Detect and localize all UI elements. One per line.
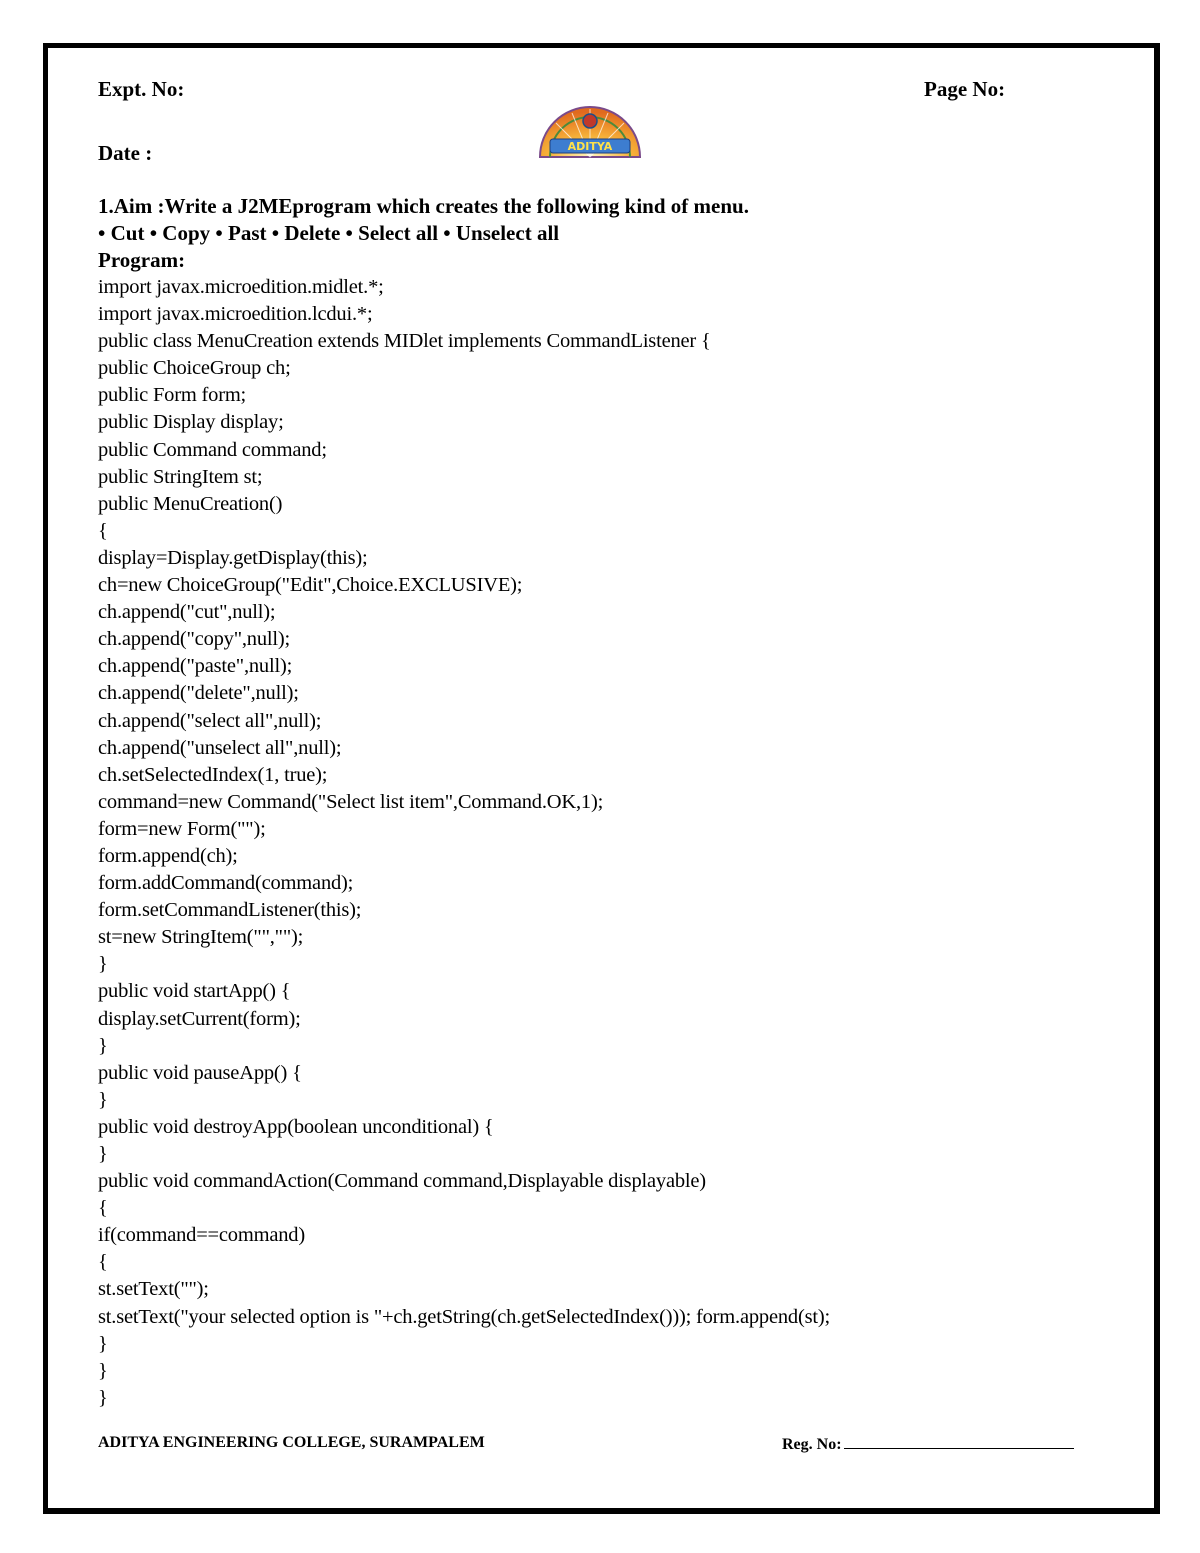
menu-items-list: • Cut • Copy • Past • Delete • Select all • Unselect all bbox=[98, 221, 560, 245]
code-line: { bbox=[98, 1251, 108, 1274]
code-line: ch.append("paste",null); bbox=[98, 655, 293, 678]
code-line: { bbox=[98, 519, 108, 542]
code-line: } bbox=[98, 953, 108, 976]
code-line: ch.append("cut",null); bbox=[98, 601, 276, 624]
code-line: st=new StringItem("",""); bbox=[98, 926, 304, 949]
document-body bbox=[98, 193, 1098, 1412]
reg-no-blank-line bbox=[844, 1434, 1074, 1449]
code-line: ch.append("copy",null); bbox=[98, 628, 291, 651]
date-label: Date : bbox=[98, 141, 153, 165]
code-line: public class MenuCreation extends MIDlet implements CommandListener { bbox=[98, 330, 711, 353]
code-line: ch.setSelectedIndex(1, true); bbox=[98, 763, 328, 786]
college-name: ADITYA ENGINEERING COLLEGE, SURAMPALEM bbox=[98, 1434, 485, 1451]
code-line: } bbox=[98, 1386, 108, 1409]
code-line: display=Display.getDisplay(this); bbox=[98, 546, 368, 569]
code-line: { bbox=[98, 1197, 108, 1220]
code-line: public void commandAction(Command command,Displayable displayable) bbox=[98, 1170, 706, 1193]
reg-no-label: Reg. No: bbox=[782, 1436, 842, 1453]
program-label: Program: bbox=[98, 248, 186, 272]
code-line: public MenuCreation() bbox=[98, 492, 283, 515]
code-line: ch.append("unselect all",null); bbox=[98, 736, 342, 759]
logo-text: ADITYA bbox=[567, 140, 613, 153]
code-line: st.setText(""); bbox=[98, 1278, 209, 1301]
code-line: public Display display; bbox=[98, 411, 284, 434]
code-line: public void startApp() { bbox=[98, 980, 291, 1003]
page-no-label: Page No: bbox=[924, 77, 1006, 101]
code-line: import javax.microedition.lcdui.*; bbox=[98, 303, 373, 326]
code-line: } bbox=[98, 1332, 108, 1355]
code-line: command=new Command("Select list item",Command.OK,1); bbox=[98, 790, 604, 813]
aim-statement: 1.Aim :Write a J2MEprogram which creates the following kind of menu. bbox=[98, 194, 749, 218]
code-line: st.setText("your selected option is "+ch.getString(ch.getSelectedIndex())); form.append(st); bbox=[98, 1305, 831, 1328]
college-logo bbox=[536, 101, 644, 159]
code-line: public Form form; bbox=[98, 384, 247, 407]
code-line: form.append(ch); bbox=[98, 844, 238, 867]
code-line: if(command==command) bbox=[98, 1224, 305, 1247]
code-line: form=new Form(""); bbox=[98, 817, 266, 840]
code-line: public ChoiceGroup ch; bbox=[98, 357, 291, 380]
code-line: } bbox=[98, 1034, 108, 1057]
program-code bbox=[98, 274, 1098, 1412]
expt-no-label: Expt. No: bbox=[98, 77, 185, 101]
code-line: public void pauseApp() { bbox=[98, 1061, 302, 1084]
code-line: ch.append("select all",null); bbox=[98, 709, 322, 732]
code-line: display.setCurrent(form); bbox=[98, 1007, 301, 1030]
code-line: public void destroyApp(boolean unconditional) { bbox=[98, 1115, 494, 1138]
code-line: ch.append("delete",null); bbox=[98, 682, 299, 705]
code-line: import javax.microedition.midlet.*; bbox=[98, 276, 384, 298]
reg-no-field bbox=[782, 1434, 1074, 1454]
code-line: } bbox=[98, 1359, 108, 1382]
code-line: form.setCommandListener(this); bbox=[98, 899, 362, 922]
code-line: ch=new ChoiceGroup("Edit",Choice.EXCLUSIVE); bbox=[98, 574, 523, 597]
code-line: form.addCommand(command); bbox=[98, 872, 354, 895]
code-line: } bbox=[98, 1088, 108, 1111]
code-line: } bbox=[98, 1143, 108, 1165]
code-line: public Command command; bbox=[98, 438, 327, 461]
code-line: public StringItem st; bbox=[98, 465, 263, 488]
